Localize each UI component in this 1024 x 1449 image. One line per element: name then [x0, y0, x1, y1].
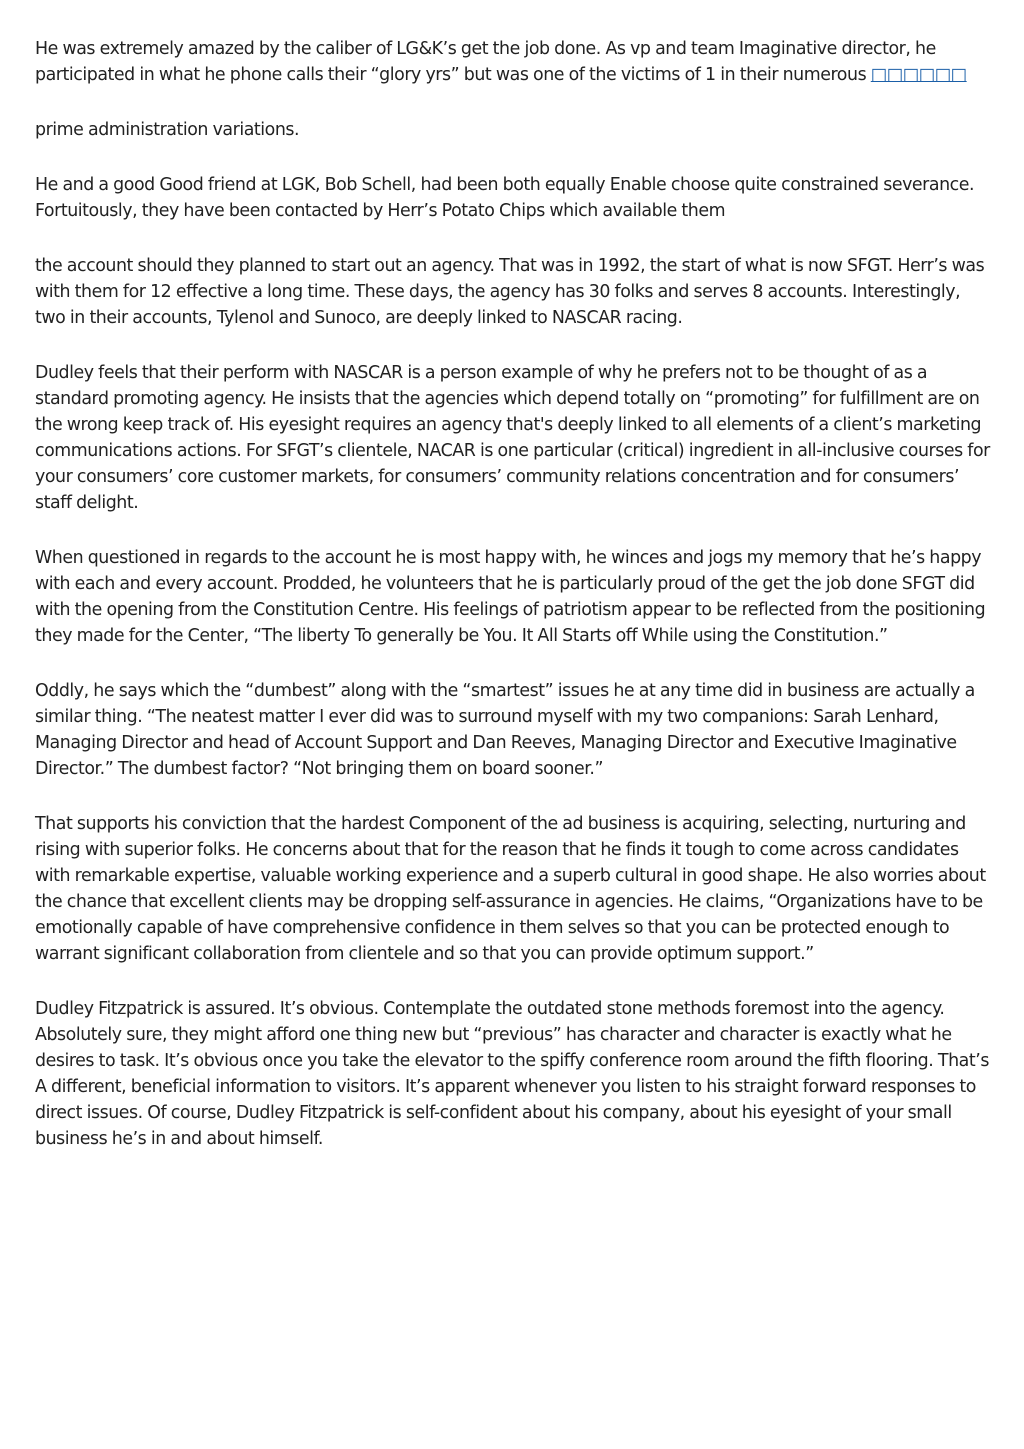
paragraph-4: the account should they planned to start out an agency. That was in 1992, the start of what is now SFGT. Herr’s was with them for 12 effective a long time. These days, the agency has 30 folks and serves 8 accounts. Interestingly, two in their accounts, Tylenol and Sunoco, are deeply linked to NASCAR racing. [35, 256, 985, 328]
inline-link[interactable]: □□□□□□ [870, 65, 967, 85]
paragraph-6: When questioned in regards to the account he is most happy with, he winces and jogs my memory that he’s happy with each and every account. Prodded, he volunteers that he is particularly proud of the get the job done SFGT did with the opening from the Constitution Centre. His feelings of patriotism appear to be reflected from the positioning they made for the Center, “The liberty To generally be You. It All Starts off While using the Constitution.” [35, 548, 986, 646]
paragraph-1 [35, 36, 990, 88]
paragraph-7: Oddly, he says which the “dumbest” along with the “smartest” issues he at any time did in business are actually a similar thing. “The neatest matter I ever did was to surround myself with my two companions: Sarah Lenhard, Managing Director and head of Account Support and Dan Reeves, Managing Director and Executive Imaginative Director.” The dumbest factor? “Not bringing them on board sooner.” [35, 681, 975, 779]
document-body [35, 36, 990, 1181]
paragraph-2: prime administration variations. [35, 120, 300, 140]
paragraph-8: That supports his conviction that the hardest Component of the ad business is acquiring, selecting, nurturing and rising with superior folks. He concerns about that for the reason that he finds it tough to come across candidates with remarkable expertise, valuable working experience and a superb cultural in good shape. He also worries about the chance that excellent clients may be dropping self-assurance in agencies. He claims, “Organizations have to be emotionally capable of have comprehensive confidence in them selves so that you can be protected enough to warrant significant collaboration from clientele and so that you can provide optimum support.” [35, 814, 986, 964]
paragraph-5: Dudley feels that their perform with NASCAR is a person example of why he prefers not to be thought of as a standard promoting agency. He insists that the agencies which depend totally on “promoting” for fulfillment are on the wrong keep track of. His eyesight requires an agency that's deeply linked to all elements of a client’s marketing communications actions. For SFGT’s clientele, NACAR is one particular (critical) ingredient in all-inclusive courses for your consumers’ core customer markets, for consumers’ community relations concentration and for consumers’ staff delight. [35, 363, 990, 513]
paragraph-1-text: He was extremely amazed by the caliber of LG&K’s get the job done. As vp and team Imaginative director, he participated in what he phone calls their “glory yrs” but was one of the victims of 1 in their numerous [35, 39, 936, 85]
paragraph-9: Dudley Fitzpatrick is assured. It’s obvious. Contemplate the outdated stone methods foremost into the agency. Absolutely sure, they might afford one thing new but “previous” has character and character is exactly what he desires to task. It’s obvious once you take the elevator to the spiffy conference room around the fifth flooring. That’s A different, beneficial information to visitors. It’s apparent whenever you listen to his straight forward responses to direct issues. Of course, Dudley Fitzpatrick is self-confident about his company, about his eyesight of your small business he’s in and about himself. [35, 999, 989, 1149]
paragraph-3: He and a good Good friend at LGK, Bob Schell, had been both equally Enable choose quite constrained severance. Fortuitously, they have been contacted by Herr’s Potato Chips which available them [35, 175, 975, 221]
